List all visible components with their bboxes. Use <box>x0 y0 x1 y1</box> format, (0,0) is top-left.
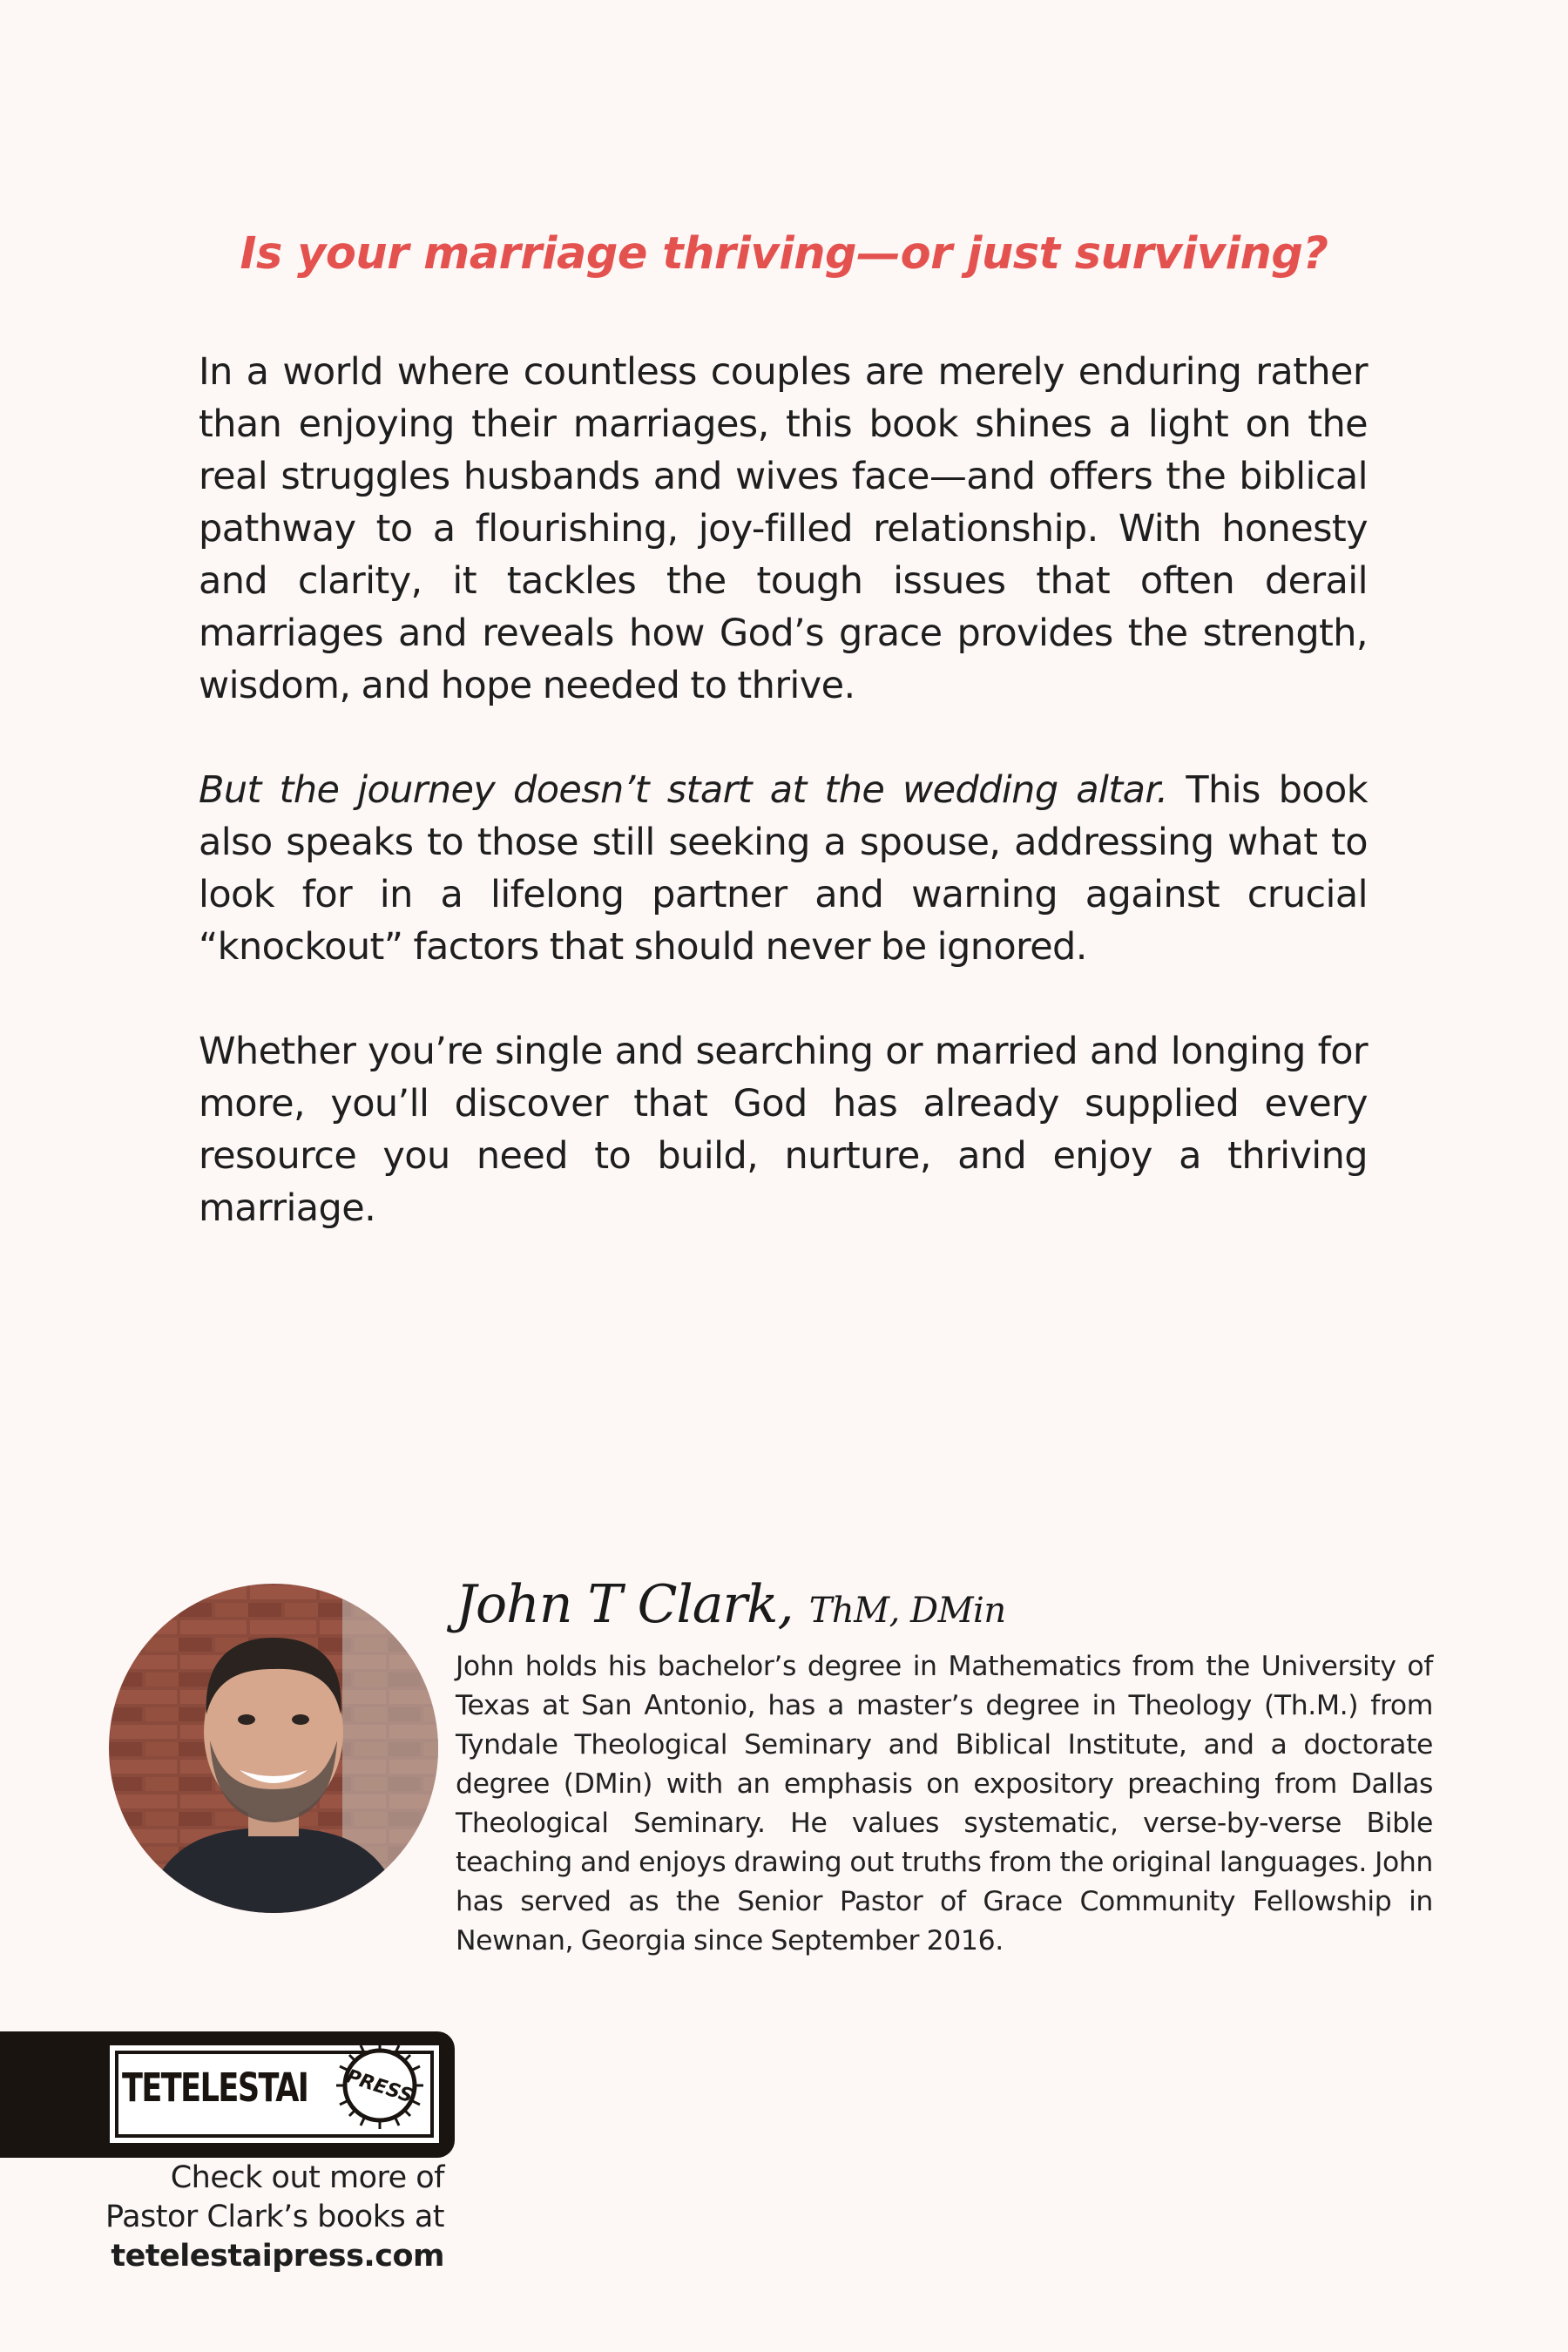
author-photo <box>109 1584 438 1913</box>
description-paragraph-2-italic: But the journey doesn’t start at the wedding altar. <box>199 768 1168 812</box>
description-paragraph-2 <box>199 764 1368 973</box>
cta-line-2: Pastor Clark’s books at <box>105 2200 444 2234</box>
publisher-logo-word: TETELESTAI <box>122 2065 308 2111</box>
publisher-logo <box>110 2045 439 2143</box>
author-name: John T Clark, <box>456 1574 794 1635</box>
press-seal-icon <box>335 2040 425 2131</box>
author-heading <box>456 1568 1433 1647</box>
author-section <box>456 1568 1433 1961</box>
press-seal-text: PRESS <box>343 2065 416 2108</box>
author-bio: John holds his bachelor’s degree in Mathematics from the University of Texas at San Antonio, has a master’s degree in Theology (Th.M.) from Tyndale Theological Seminary and Biblical Institute, and a doctorate degree (DMin) with an emphasis on expository preaching from Dallas Theological Seminary. He values systematic, verse-by-verse Bible teaching and enjoys drawing out truths from the original languages. John has served as the Senior Pastor of Grace Community Fellowship in Newnan, Georgia since September 2016. <box>456 1651 1433 1957</box>
publisher-bar <box>0 2031 455 2158</box>
description-paragraph-3: Whether you’re single and searching or married and longing for more, you’ll discover that God has already supplied every resource you need to build, nurture, and enjoy a thriving marriage. <box>199 1030 1368 1230</box>
call-to-action <box>26 2159 444 2276</box>
book-description <box>199 346 1368 1234</box>
description-paragraph-1: In a world where countless couples are merely enduring rather than enjoying their marriages, this book shines a light on the real struggles husbands and wives face—and offers the biblical pathway to a flourishing, joy-filled relationship. With honesty and clarity, it tackles the tough issues that often derail marriages and reveals how God’s grace provides the strength, wisdom, and hope needed to thrive. <box>199 350 1368 707</box>
author-portrait-icon <box>109 1584 438 1913</box>
cta-line-1: Check out more of <box>170 2160 444 2195</box>
author-credentials: ThM, DMin <box>808 1591 1006 1631</box>
publisher-url: tetelestaipress.com <box>111 2239 444 2274</box>
description-paragraph-2-text: This book also speaks to those still seeking a spouse, addressing what to look for in a lifelong partner and warning against crucial “knockout” factors that should never be ignored. <box>199 768 1368 969</box>
headline: Is your marriage thriving—or just surviving? <box>240 228 1328 280</box>
